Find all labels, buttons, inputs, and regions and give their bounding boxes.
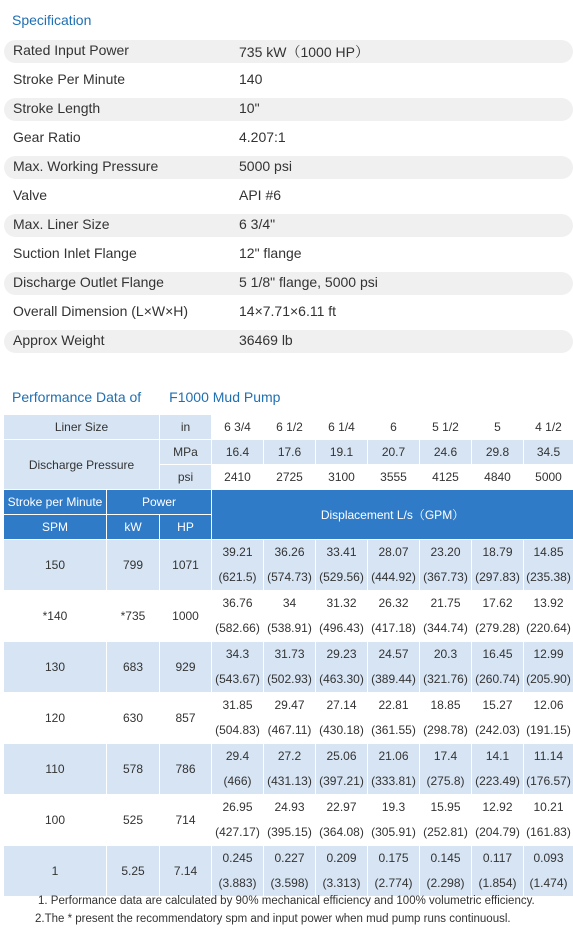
displacement-cell: [524, 693, 573, 744]
spec-key: Overall Dimension (L×W×H): [13, 303, 189, 319]
displacement-cell: [420, 591, 472, 642]
displacement-cell: [472, 744, 524, 795]
spec-key: Valve: [13, 187, 47, 203]
displacement-cell: [264, 642, 316, 693]
displacement-gpm: (397.21): [319, 774, 364, 788]
liner-value: 6 1/2: [264, 415, 316, 440]
liner-value: 5 1/2: [420, 415, 472, 440]
displacement-ls: 31.32: [326, 596, 357, 610]
hp-value: 929: [160, 642, 212, 693]
displacement-cell: [368, 744, 420, 795]
spm-value: 150: [4, 540, 107, 591]
kw-value: 630: [107, 693, 160, 744]
displacement-ls: 34.3: [225, 647, 250, 661]
spec-key: Discharge Outlet Flange: [13, 274, 164, 290]
displacement-gpm: (176.57): [526, 774, 571, 788]
displacement-gpm: (417.18): [371, 621, 416, 635]
displacement-gpm: (502.93): [267, 672, 312, 686]
displacement-ls: 22.97: [326, 800, 357, 814]
displacement-ls: 21.06: [378, 749, 409, 763]
displacement-cell: [212, 591, 264, 642]
table-row: [4, 642, 573, 693]
spec-row: [4, 241, 573, 270]
displacement-cell: [420, 540, 472, 591]
discharge-pressure-label: Discharge Pressure: [4, 440, 160, 490]
performance-title-model: F1000 Mud Pump: [169, 389, 281, 405]
displacement-cell: [420, 846, 472, 897]
displacement-gpm: (305.91): [371, 825, 416, 839]
displacement-ls: 26.32: [378, 596, 409, 610]
displacement-gpm: (431.13): [267, 774, 312, 788]
displacement-gpm: (444.92): [371, 570, 416, 584]
table-row: [4, 591, 573, 642]
displacement-ls: 31.85: [222, 698, 253, 712]
displacement-gpm: (297.83): [475, 570, 520, 584]
displacement-ls: 0.175: [378, 851, 409, 865]
displacement-cell: [472, 795, 524, 846]
displacement-cell: [368, 642, 420, 693]
psi-value: 3100: [316, 465, 368, 490]
displacement-cell: [212, 744, 264, 795]
psi-unit: psi: [160, 465, 212, 490]
spm-value: 130: [4, 642, 107, 693]
kw-value: 5.25: [107, 846, 160, 897]
table-row: [4, 744, 573, 795]
spm-unit: SPM: [4, 515, 107, 540]
displacement-ls: 21.75: [430, 596, 461, 610]
displacement-cell: [524, 591, 573, 642]
displacement-gpm: (321.76): [423, 672, 468, 686]
displacement-ls: 10.21: [533, 800, 564, 814]
performance-table: [3, 414, 573, 897]
displacement-cell: [264, 693, 316, 744]
displacement-gpm: (333.81): [371, 774, 416, 788]
displacement-cell: [316, 846, 368, 897]
displacement-gpm: (467.11): [267, 723, 312, 737]
displacement-cell: [368, 795, 420, 846]
spm-value: 110: [4, 744, 107, 795]
displacement-ls: 25.06: [326, 749, 357, 763]
displacement-cell: [316, 744, 368, 795]
spm-value: 120: [4, 693, 107, 744]
kw-value: 683: [107, 642, 160, 693]
table-row: [4, 846, 573, 897]
spec-value: API #6: [239, 187, 282, 203]
spec-row: [4, 270, 573, 299]
displacement-ls: 15.27: [482, 698, 513, 712]
displacement-ls: 14.1: [485, 749, 510, 763]
psi-value: 2410: [212, 465, 264, 490]
displacement-cell: [212, 846, 264, 897]
psi-value: 4125: [420, 465, 472, 490]
displacement-ls: 0.227: [274, 851, 305, 865]
hp-value: 7.14: [160, 846, 212, 897]
displacement-gpm: (367.73): [423, 570, 468, 584]
displacement-ls: 12.99: [533, 647, 564, 661]
spec-value: 36469 lb: [239, 332, 293, 348]
displacement-gpm: (260.74): [475, 672, 520, 686]
displacement-cell: [212, 642, 264, 693]
liner-value: 6 1/4: [316, 415, 368, 440]
mpa-unit: MPa: [160, 440, 212, 465]
displacement-cell: [368, 693, 420, 744]
spec-key: Max. Liner Size: [13, 216, 110, 232]
displacement-cell: [524, 795, 573, 846]
displacement-cell: [524, 744, 573, 795]
liner-value: 5: [472, 415, 524, 440]
displacement-gpm: (205.90): [526, 672, 571, 686]
performance-title-prefix: Performance Data of: [12, 389, 142, 405]
displacement-ls: 24.57: [378, 647, 409, 661]
spec-value: 10": [239, 100, 260, 116]
displacement-gpm: (3.313): [322, 876, 361, 890]
displacement-gpm: (3.598): [270, 876, 309, 890]
kw-value: 578: [107, 744, 160, 795]
displacement-gpm: (621.5): [218, 570, 257, 584]
hp-value: 786: [160, 744, 212, 795]
displacement-cell: [472, 642, 524, 693]
displacement-ls: 15.95: [430, 800, 461, 814]
spec-value: 5000 psi: [239, 158, 292, 174]
kw-value: *735: [107, 591, 160, 642]
displacement-cell: [368, 540, 420, 591]
spec-row: [4, 328, 573, 357]
displacement-ls: 29.4: [225, 749, 250, 763]
displacement-ls: 13.92: [533, 596, 564, 610]
kw-value: 525: [107, 795, 160, 846]
displacement-ls: 18.79: [482, 545, 513, 559]
displacement-ls: 26.95: [222, 800, 253, 814]
displacement-header: Displacement L/s（GPM）: [212, 490, 573, 540]
liner-value: 6: [368, 415, 420, 440]
hp-value: 1071: [160, 540, 212, 591]
displacement-gpm: (361.55): [371, 723, 416, 737]
hp-value: 1000: [160, 591, 212, 642]
mpa-value: 34.5: [524, 440, 573, 465]
displacement-ls: 36.76: [222, 596, 253, 610]
displacement-cell: [472, 591, 524, 642]
displacement-ls: 20.3: [433, 647, 458, 661]
displacement-gpm: (3.883): [218, 876, 257, 890]
displacement-ls: 0.093: [533, 851, 564, 865]
displacement-cell: [472, 846, 524, 897]
liner-value: 4 1/2: [524, 415, 573, 440]
kw-value: 799: [107, 540, 160, 591]
spm-value: *140: [4, 591, 107, 642]
displacement-gpm: (395.15): [267, 825, 312, 839]
displacement-gpm: (279.28): [475, 621, 520, 635]
displacement-ls: 17.62: [482, 596, 513, 610]
liner-size-label: Liner Size: [4, 415, 160, 440]
spec-row: [4, 96, 573, 125]
footnote-1: 1. Performance data are calculated by 90% mechanical efficiency and 100% volumetric efficiency.: [38, 895, 535, 907]
displacement-ls: 39.21: [222, 545, 253, 559]
displacement-ls: 29.23: [326, 647, 357, 661]
displacement-ls: 28.07: [378, 545, 409, 559]
displacement-ls: 11.14: [533, 749, 564, 763]
displacement-ls: 0.209: [326, 851, 357, 865]
displacement-gpm: (574.73): [267, 570, 312, 584]
table-row: [4, 795, 573, 846]
displacement-gpm: (364.08): [319, 825, 364, 839]
displacement-cell: [316, 540, 368, 591]
displacement-cell: [264, 591, 316, 642]
spec-row: [4, 154, 573, 183]
displacement-gpm: (463.30): [319, 672, 364, 686]
psi-value: 4840: [472, 465, 524, 490]
spec-value: 5 1/8" flange, 5000 psi: [239, 274, 378, 290]
displacement-cell: [368, 846, 420, 897]
displacement-gpm: (242.03): [475, 723, 520, 737]
spec-key: Rated Input Power: [13, 42, 129, 58]
displacement-cell: [212, 795, 264, 846]
hp-unit: HP: [160, 515, 212, 540]
displacement-ls: 0.145: [430, 851, 461, 865]
displacement-ls: 24.93: [274, 800, 305, 814]
displacement-gpm: (496.43): [319, 621, 364, 635]
displacement-ls: 34: [282, 596, 297, 610]
displacement-ls: 27.2: [277, 749, 302, 763]
spm-header: Stroke per Minute: [4, 490, 107, 515]
displacement-cell: [316, 795, 368, 846]
spec-value: 140: [239, 71, 263, 87]
displacement-gpm: (504.83): [215, 723, 260, 737]
displacement-cell: [472, 540, 524, 591]
spec-key: Approx Weight: [13, 332, 105, 348]
liner-unit: in: [160, 415, 212, 440]
displacement-gpm: (1.854): [478, 876, 517, 890]
displacement-ls: 31.73: [274, 647, 305, 661]
displacement-cell: [212, 540, 264, 591]
displacement-gpm: (298.78): [423, 723, 468, 737]
displacement-cell: [524, 642, 573, 693]
displacement-ls: 27.14: [326, 698, 357, 712]
displacement-gpm: (235.38): [526, 570, 571, 584]
displacement-gpm: (389.44): [371, 672, 416, 686]
displacement-cell: [316, 642, 368, 693]
spec-row: [4, 299, 573, 328]
displacement-cell: [264, 744, 316, 795]
displacement-gpm: (466): [223, 774, 252, 788]
displacement-gpm: (543.67): [215, 672, 260, 686]
displacement-gpm: (427.17): [215, 825, 260, 839]
displacement-ls: 12.06: [533, 698, 564, 712]
displacement-cell: [316, 591, 368, 642]
displacement-gpm: (529.56): [319, 570, 364, 584]
displacement-cell: [264, 846, 316, 897]
displacement-cell: [420, 795, 472, 846]
spec-key: Max. Working Pressure: [13, 158, 159, 174]
displacement-ls: 33.41: [326, 545, 357, 559]
displacement-gpm: (538.91): [267, 621, 312, 635]
spec-value: 12" flange: [239, 245, 302, 261]
spec-value: 6 3/4": [239, 216, 276, 232]
spec-key: Stroke Per Minute: [13, 71, 126, 87]
spec-row: [4, 38, 573, 67]
displacement-ls: 29.47: [274, 698, 305, 712]
specification-list: [4, 38, 573, 357]
table-row: [4, 540, 573, 591]
displacement-gpm: (204.79): [475, 825, 520, 839]
displacement-gpm: (582.66): [215, 621, 260, 635]
displacement-gpm: (191.15): [526, 723, 571, 737]
displacement-ls: 17.4: [433, 749, 458, 763]
displacement-ls: 12.92: [482, 800, 513, 814]
displacement-gpm: (2.298): [426, 876, 465, 890]
displacement-ls: 14.85: [533, 545, 564, 559]
spec-row: [4, 183, 573, 212]
displacement-ls: 0.117: [482, 851, 513, 865]
spec-value: 735 kW（1000 HP）: [239, 44, 369, 60]
mpa-value: 16.4: [212, 440, 264, 465]
displacement-gpm: (430.18): [319, 723, 364, 737]
displacement-cell: [264, 540, 316, 591]
displacement-cell: [420, 744, 472, 795]
mpa-value: 17.6: [264, 440, 316, 465]
displacement-cell: [420, 693, 472, 744]
psi-value: 2725: [264, 465, 316, 490]
footnotes: [35, 892, 535, 928]
displacement-cell: [420, 642, 472, 693]
spec-key: Gear Ratio: [13, 129, 81, 145]
displacement-gpm: (275.8): [426, 774, 465, 788]
displacement-ls: 36.26: [274, 545, 305, 559]
footnote-2: 2.The * present the recommendatory spm and input power when mud pump runs continuousl.: [35, 913, 511, 925]
mpa-value: 24.6: [420, 440, 472, 465]
spec-key: Suction Inlet Flange: [13, 245, 137, 261]
mpa-value: 29.8: [472, 440, 524, 465]
displacement-cell: [368, 591, 420, 642]
displacement-cell: [316, 693, 368, 744]
displacement-cell: [472, 693, 524, 744]
displacement-ls: 22.81: [378, 698, 409, 712]
mpa-value: 19.1: [316, 440, 368, 465]
displacement-cell: [264, 795, 316, 846]
displacement-gpm: (344.74): [423, 621, 468, 635]
displacement-ls: 19.3: [381, 800, 406, 814]
spec-value: 4.207:1: [239, 129, 286, 145]
hp-value: 714: [160, 795, 212, 846]
displacement-gpm: (161.83): [526, 825, 571, 839]
displacement-gpm: (2.774): [374, 876, 413, 890]
displacement-ls: 0.245: [222, 851, 253, 865]
displacement-cell: [212, 693, 264, 744]
mpa-value: 20.7: [368, 440, 420, 465]
spec-key: Stroke Length: [13, 100, 101, 116]
psi-value: 5000: [524, 465, 573, 490]
displacement-cell: [524, 540, 573, 591]
specification-title: Specification: [12, 12, 92, 28]
spec-row: [4, 125, 573, 154]
displacement-gpm: (223.49): [475, 774, 520, 788]
displacement-ls: 23.20: [430, 545, 461, 559]
spm-value: 1: [4, 846, 107, 897]
displacement-ls: 16.45: [482, 647, 513, 661]
performance-title: [12, 389, 280, 405]
displacement-ls: 18.85: [430, 698, 461, 712]
displacement-gpm: (1.474): [529, 876, 568, 890]
displacement-gpm: (220.64): [526, 621, 571, 635]
spec-row: [4, 67, 573, 96]
hp-value: 857: [160, 693, 212, 744]
spec-row: [4, 212, 573, 241]
spec-value: 14×7.71×6.11 ft: [239, 303, 337, 319]
spm-value: 100: [4, 795, 107, 846]
power-header: Power: [107, 490, 212, 515]
displacement-cell: [524, 846, 573, 897]
kw-unit: kW: [107, 515, 160, 540]
psi-value: 3555: [368, 465, 420, 490]
liner-value: 6 3/4: [212, 415, 264, 440]
table-row: [4, 693, 573, 744]
displacement-gpm: (252.81): [423, 825, 468, 839]
